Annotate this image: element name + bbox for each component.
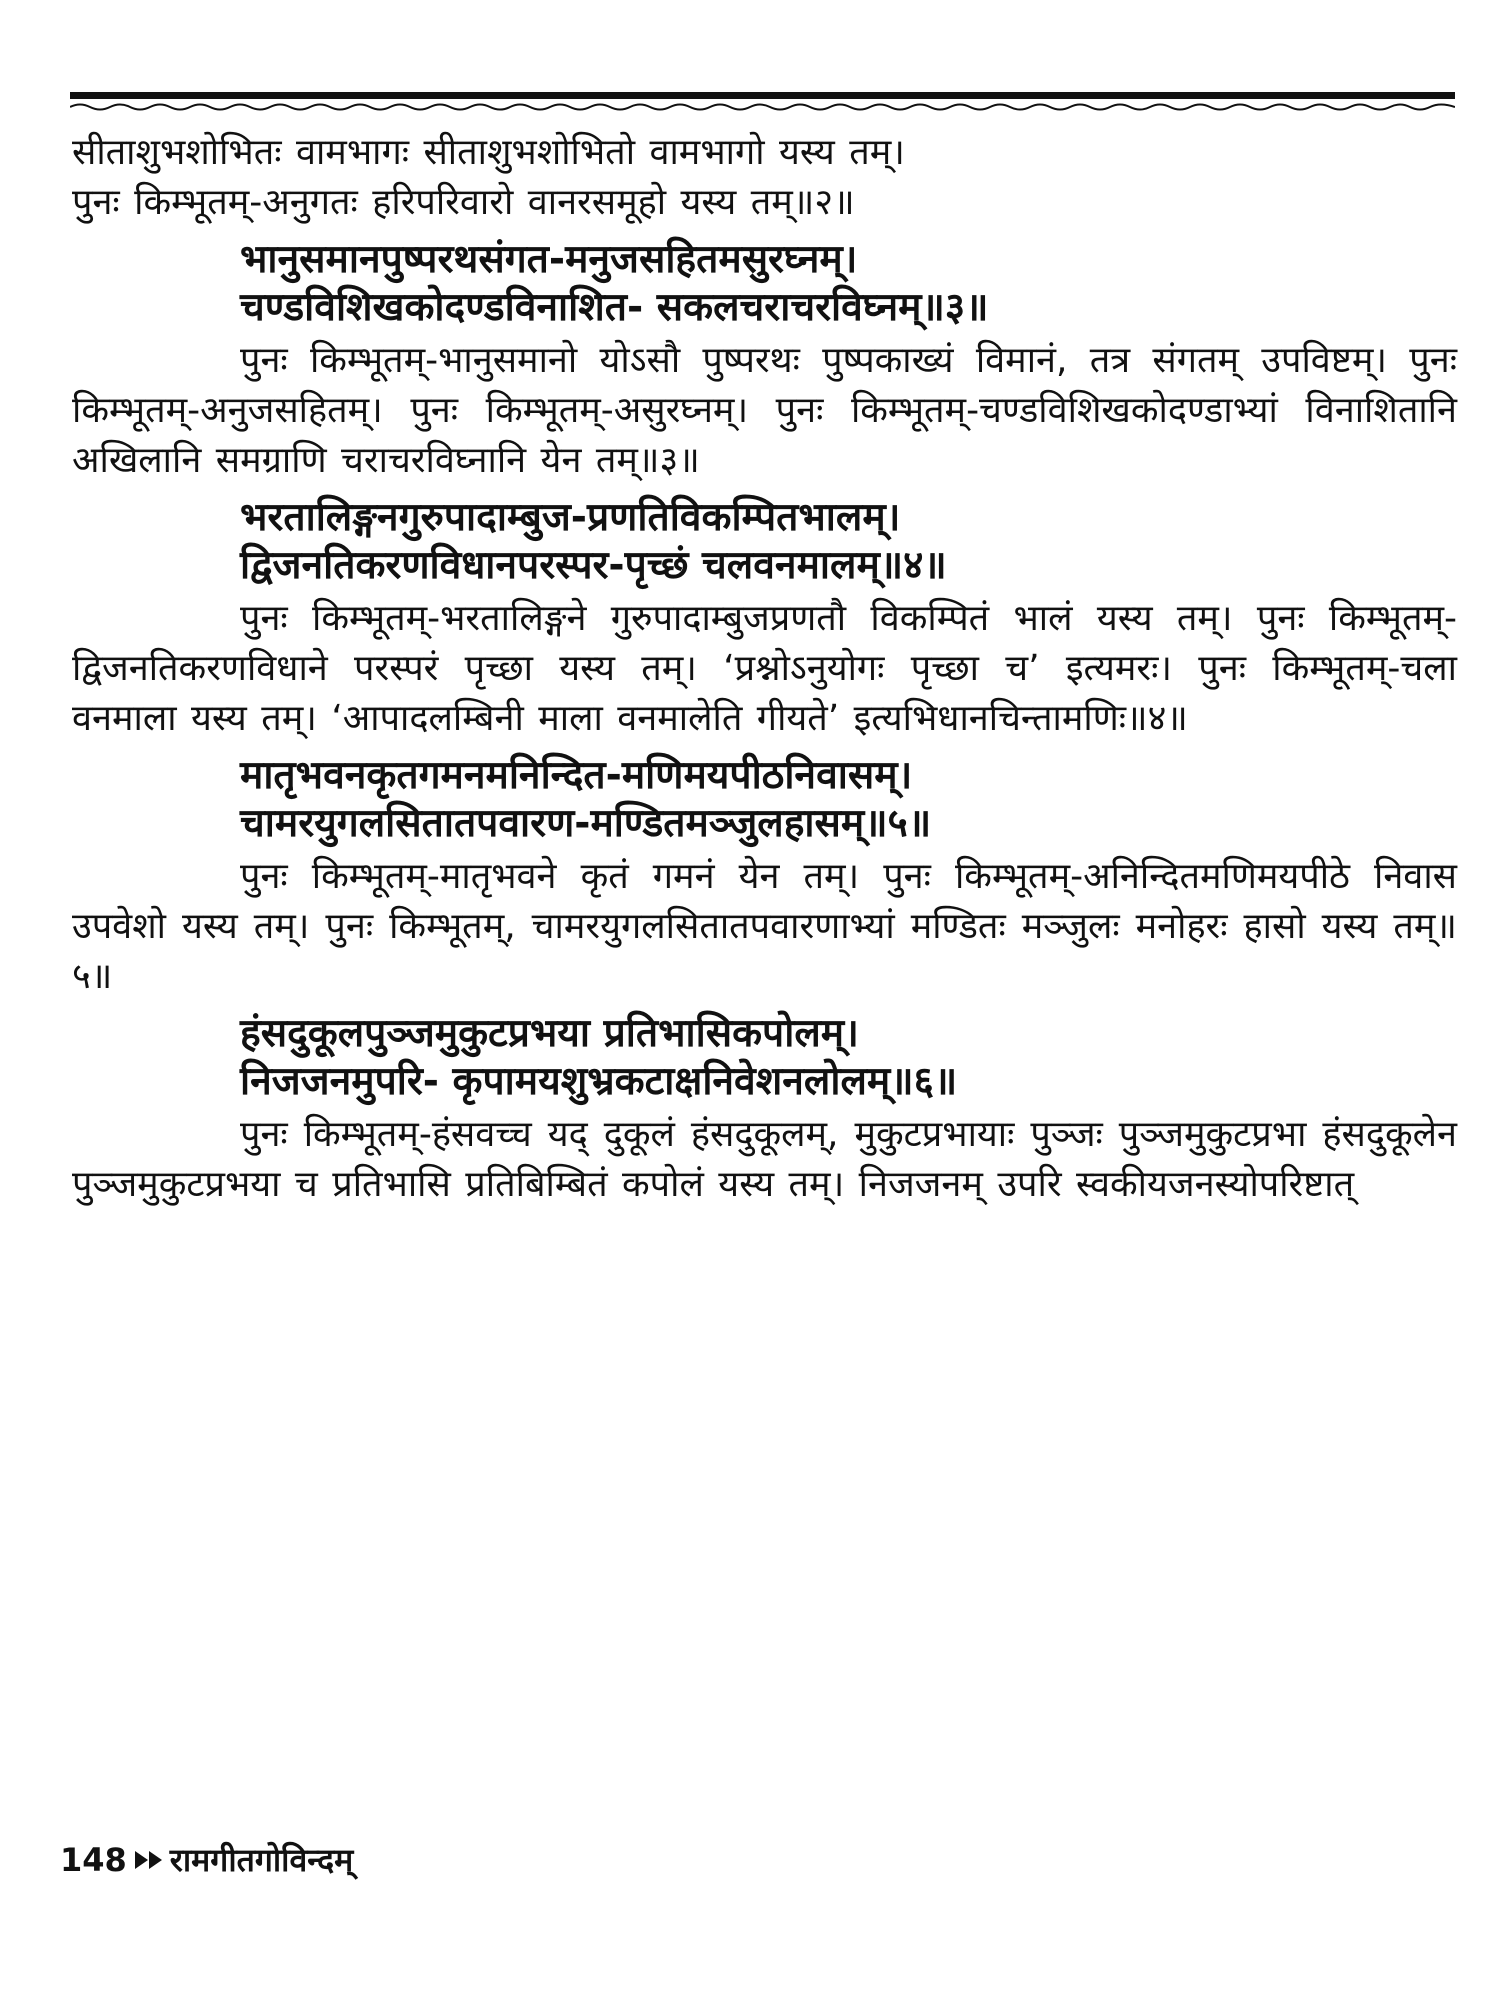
verse-6	[72, 1010, 1457, 1106]
verse-5	[72, 752, 1457, 848]
verse-line: चण्डविशिखकोदण्डविनाशित- सकलचराचरविघ्नम्॥३॥	[240, 285, 989, 330]
commentary-5: पुनः किम्भूतम्-मातृभवने कृतं गमनं येन तम्। पुनः किम्भूतम्-अनिन्दितमणिमयपीठे निवास उपवेशो यस्य तम्। पुनः किम्भूतम्, चामरयुगलसितातपवारणाभ्यां मण्डितः मञ्जुलः मनोहरः हासो यस्य तम्॥५॥	[72, 856, 1457, 997]
book-title: रामगीतगोविन्दम्	[169, 1841, 354, 1879]
page-number: 148	[60, 1840, 127, 1879]
verse-line: निजजनमुपरि- कृपामयशुभ्रकटाक्षनिवेशनलोलम्॥६॥	[240, 1059, 958, 1104]
verse-line: हंसदुकूलपुञ्जमुकुटप्रभया प्रतिभासिकपोलम्।	[240, 1011, 859, 1056]
verse-line: भानुसमानपुष्परथसंगत-मनुजसहितमसुरघ्नम्।	[240, 237, 858, 282]
page-body	[72, 128, 1457, 1210]
verse-line: द्विजनतिकरणविधानपरस्पर-पृच्छं चलवनमालम्॥४॥	[240, 543, 947, 588]
verse-3	[72, 236, 1457, 332]
commentary-6: पुनः किम्भूतम्-हंसवच्च यद् दुकूलं हंसदुकूलम्, मुकुटप्रभायाः पुञ्जः पुञ्जमुकुटप्रभा हंसदुकूलेन पुञ्जमुकुटप्रभया च प्रतिभासि प्रतिबिम्बितं कपोलं यस्य तम्। निजजनम् उपरि स्वकीयजनस्योपरिष्टात्	[72, 1114, 1457, 1205]
header-rule	[70, 92, 1455, 112]
page-footer	[60, 1838, 353, 1881]
top-line: सीताशुभशोभितः वामभागः सीताशुभशोभितो वामभागो यस्य तम्।	[72, 132, 905, 173]
verse-4	[72, 494, 1457, 590]
verse-line: मातृभवनकृतगमनमनिन्दित-मणिमयपीठनिवासम्।	[240, 753, 913, 798]
verse-line: चामरयुगलसितातपवारण-मण्डितमञ्जुलहासम्॥५॥	[240, 801, 932, 846]
double-arrow-icon	[135, 1851, 162, 1869]
verse-line: भरतालिङ्गनगुरुपादाम्बुज-प्रणतिविकम्पितभालम्।	[240, 495, 901, 540]
top-line: पुनः किम्भूतम्-अनुगतः हरिपरिवारो वानरसमूहो यस्य तम्॥२॥	[72, 182, 855, 223]
commentary-3: पुनः किम्भूतम्-भानुसमानो योऽसौ पुष्परथः पुष्पकाख्यं विमानं, तत्र संगतम् उपविष्टम्। पुनः किम्भूतम्-अनुजसहितम्। पुनः किम्भूतम्-असुरघ्नम्। पुनः किम्भूतम्-चण्डविशिखकोदण्डाभ्यां विनाशितानि अखिलानि समग्राणि चराचरविघ्नानि येन तम्॥३॥	[72, 340, 1457, 481]
commentary-4: पुनः किम्भूतम्-भरतालिङ्गने गुरुपादाम्बुजप्रणतौ विकम्पितं भालं यस्य तम्। पुनः किम्भूतम्-द्विजनतिकरणविधाने परस्परं पृच्छा यस्य तम्। ‘प्रश्नोऽनुयोगः पृच्छा च’ इत्यमरः। पुनः किम्भूतम्-चला वनमाला यस्य तम्। ‘आपादलम्बिनी माला वनमालेति गीयते’ इत्यभिधानचिन्तामणिः॥४॥	[72, 598, 1457, 739]
